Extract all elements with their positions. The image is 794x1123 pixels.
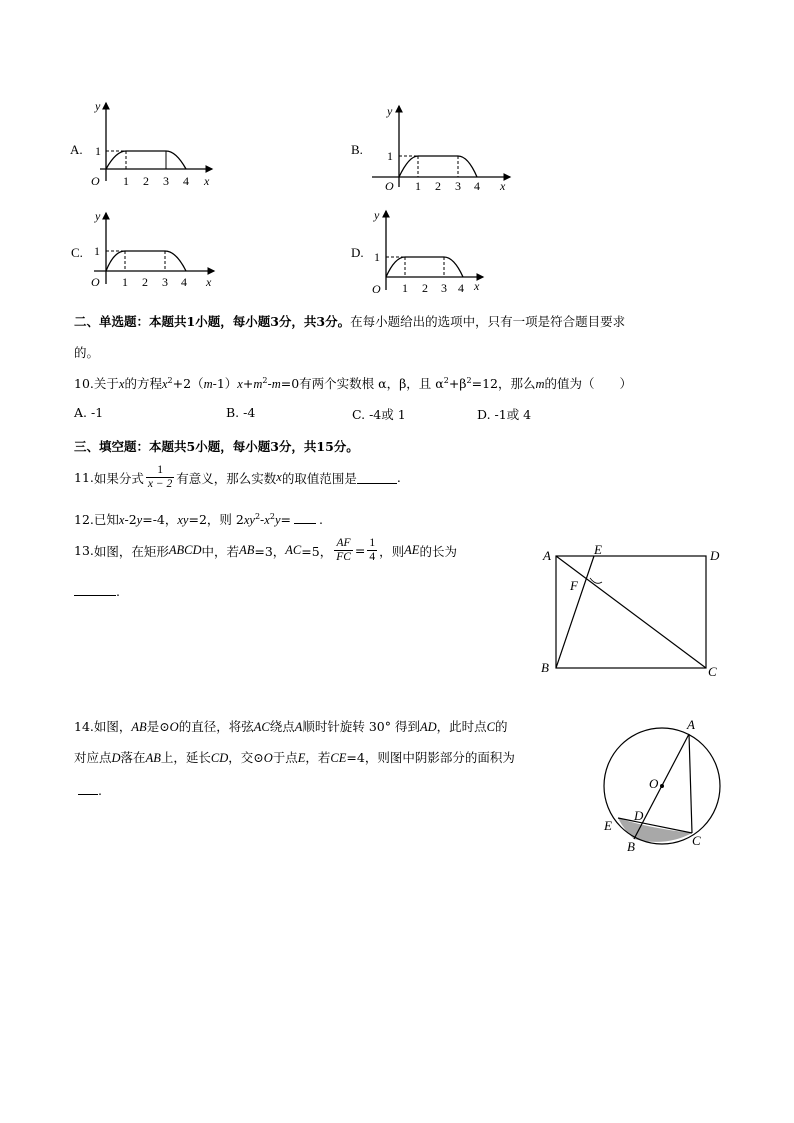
y-tick-1: 1 xyxy=(387,149,393,163)
point-c-label: C xyxy=(692,833,701,848)
q13-text: =3， xyxy=(254,543,286,559)
x-tick-4: 4 xyxy=(181,275,187,289)
q12-var: xy xyxy=(177,513,189,527)
question-12 xyxy=(74,510,323,528)
q14-var: E xyxy=(297,751,306,765)
point-d-label: D xyxy=(634,808,644,823)
q14-var: CD xyxy=(210,751,229,765)
x-tick-3: 3 xyxy=(162,275,168,289)
question-14-line-1 xyxy=(74,717,508,735)
q14-var: AD xyxy=(419,720,437,734)
graph-b xyxy=(372,101,517,193)
x-tick-3: 3 xyxy=(163,174,169,188)
q14-var: AB xyxy=(145,751,161,765)
q11-answer-blank[interactable] xyxy=(357,471,397,484)
q14-text: 上，延长 xyxy=(160,750,211,765)
question-14-line-2 xyxy=(74,748,515,766)
q12-text: =2，则 2 xyxy=(188,512,244,527)
q14-var: AB xyxy=(131,720,147,734)
question-number: 12. xyxy=(74,512,94,527)
q12-var: y xyxy=(274,513,281,527)
y-tick-1: 1 xyxy=(374,250,380,264)
graph-a xyxy=(86,98,216,190)
question-number: 11. xyxy=(74,470,94,485)
q10-option-c[interactable]: C. -4或 1 xyxy=(352,407,406,422)
q14-circle-figure xyxy=(596,712,726,854)
origin-label: O xyxy=(372,282,381,296)
y-tick-1: 1 xyxy=(94,244,100,258)
q14-var: AC xyxy=(253,720,270,734)
point-b-label: B xyxy=(541,660,549,675)
q13-answer-line xyxy=(74,583,120,599)
q10-text: +2（ xyxy=(172,376,204,391)
option-label-b: B. xyxy=(351,142,363,157)
q10-text: + xyxy=(242,376,254,391)
q14-answer-line xyxy=(78,782,102,798)
q10-var: m xyxy=(535,377,545,391)
point-b-label: B xyxy=(627,839,635,854)
q14-text: =4，则图中阴影部分的面积为 xyxy=(346,750,515,765)
q13-text: =5， xyxy=(301,543,333,559)
q14-text: 于点 xyxy=(272,750,298,765)
q13-var: AC xyxy=(285,543,302,557)
y-axis-label: y xyxy=(374,208,380,222)
section-2-heading-rest: 在每小题给出的选项中，只有一项是符合题目要求 xyxy=(350,314,626,329)
q12-answer-blank[interactable] xyxy=(294,511,316,524)
q12-sup: 2 xyxy=(254,511,261,521)
q10-var: m xyxy=(271,377,281,391)
q13-text: 的长为 xyxy=(419,543,457,559)
q10-sup: 2 xyxy=(443,375,449,385)
y-tick-1: 1 xyxy=(95,144,101,158)
q14-text: 是⊙ xyxy=(146,719,170,734)
point-a-label: A xyxy=(687,717,695,732)
q13-text: . xyxy=(116,584,120,599)
q12-text: . xyxy=(318,512,323,527)
y-axis-label: y xyxy=(95,99,101,113)
q14-text: 如图， xyxy=(93,719,132,734)
q10-var: x xyxy=(161,377,168,391)
q10-text: 关于 xyxy=(93,376,119,391)
q12-var: xy xyxy=(243,513,255,527)
x-tick-1: 1 xyxy=(402,281,408,295)
q14-var: O xyxy=(263,751,273,765)
q10-text: 的值为（ ） xyxy=(544,376,633,391)
q13-text: = xyxy=(354,543,366,558)
q14-var: O xyxy=(169,720,179,734)
q13-text: ，则 xyxy=(379,543,405,559)
x-axis-label: x xyxy=(500,179,506,193)
point-f-label: F xyxy=(570,578,578,593)
q14-text: 对应点 xyxy=(74,750,112,765)
point-e-label: E xyxy=(594,542,602,557)
graph-d xyxy=(368,206,488,298)
x-axis-label: x xyxy=(206,275,212,289)
q13-rectangle-figure xyxy=(538,540,728,680)
q10-sup: 2 xyxy=(167,375,173,385)
x-axis-label: x xyxy=(474,279,480,293)
q10-text: -1） xyxy=(212,376,238,391)
q14-text: ，此时点 xyxy=(436,719,487,734)
q10-option-d[interactable]: D. -1或 4 xyxy=(477,407,532,422)
q11-text: 的取值范围是 xyxy=(281,470,357,486)
q10-var: x xyxy=(118,377,125,391)
option-label-c: C. xyxy=(71,245,83,260)
origin-label: O xyxy=(91,174,100,188)
fraction-numerator: 1 xyxy=(157,464,163,476)
segment-be xyxy=(556,556,594,668)
q14-text: 绕点 xyxy=(269,719,295,734)
q12-text: =-4， xyxy=(142,512,178,527)
fraction-numerator: AF xyxy=(336,537,351,549)
q12-text: -2 xyxy=(124,512,137,527)
q14-var: CE xyxy=(330,751,347,765)
point-o-label: O xyxy=(649,776,659,791)
section-2-heading-cont: 的。 xyxy=(74,345,100,360)
point-d-label: D xyxy=(710,548,720,563)
x-tick-4: 4 xyxy=(474,179,480,193)
point-c-label: C xyxy=(708,664,717,679)
q13-fraction-af-fc xyxy=(334,537,353,564)
q12-text: - xyxy=(260,512,265,527)
q12-text: 已知 xyxy=(93,512,119,527)
q10-sup: 2 xyxy=(262,375,268,385)
q14-var: D xyxy=(111,751,121,765)
q14-text: ，若 xyxy=(305,750,331,765)
x-tick-2: 2 xyxy=(142,275,148,289)
q11-text: . xyxy=(396,470,401,485)
q10-text: +β xyxy=(448,376,467,391)
chord-ac xyxy=(689,734,692,833)
x-tick-1: 1 xyxy=(415,179,421,193)
q10-var: m xyxy=(203,377,213,391)
q10-text: =0有两个实数根 α，β，且 α xyxy=(280,376,444,391)
x-tick-1: 1 xyxy=(123,174,129,188)
q13-text: 如图，在矩形 xyxy=(93,543,169,559)
q11-var: x xyxy=(276,470,282,484)
q10-option-b[interactable]: B. -4 xyxy=(226,405,256,420)
q12-text: = xyxy=(280,512,291,527)
question-10 xyxy=(74,374,632,392)
fraction-denominator: x − 2 xyxy=(147,478,173,490)
x-tick-3: 3 xyxy=(455,179,461,193)
q13-answer-blank[interactable] xyxy=(74,583,116,596)
x-axis-label: x xyxy=(204,174,210,188)
fraction-denominator: 4 xyxy=(369,551,376,563)
q13-text: 中，若 xyxy=(201,543,240,559)
q11-text: 有意义，那么实数 xyxy=(176,470,277,486)
x-tick-2: 2 xyxy=(143,174,149,188)
q10-var: m xyxy=(253,377,263,391)
q14-text: 落在 xyxy=(120,750,146,765)
center-dot xyxy=(660,784,664,788)
q10-sup: 2 xyxy=(466,375,472,385)
q10-text: - xyxy=(267,376,272,391)
q11-text: 如果分式 xyxy=(93,470,144,486)
q12-var: y xyxy=(136,513,143,527)
question-number: 10. xyxy=(74,376,94,391)
q13-fraction-value xyxy=(367,537,377,564)
q13-var: AB xyxy=(239,543,255,557)
q10-text: 的方程 xyxy=(124,376,162,391)
q14-text: 的 xyxy=(495,719,508,734)
x-tick-1: 1 xyxy=(122,275,128,289)
x-tick-2: 2 xyxy=(422,281,428,295)
section-2-heading-bold: 二、单选题：本题共1小题，每小题3分，共3分。 xyxy=(74,314,351,329)
q14-var: A xyxy=(294,720,303,734)
q14-text: 顺时针旋转 30° 得到 xyxy=(302,719,420,734)
x-tick-4: 4 xyxy=(458,281,464,295)
question-number: 14. xyxy=(74,719,94,734)
q14-text: ，交⊙ xyxy=(228,750,264,765)
x-tick-2: 2 xyxy=(435,179,441,193)
point-e-label: E xyxy=(604,818,612,833)
diagonal-ac xyxy=(556,556,706,668)
q13-var: AE xyxy=(404,543,420,557)
origin-label: O xyxy=(91,275,100,289)
fraction-numerator: 1 xyxy=(369,537,376,549)
y-axis-label: y xyxy=(387,104,393,118)
question-11 xyxy=(74,464,401,491)
option-label-a: A. xyxy=(70,142,83,157)
q12-var: x xyxy=(118,513,125,527)
graph-c xyxy=(90,208,220,290)
q10-var: x xyxy=(237,377,243,391)
q14-answer-blank[interactable] xyxy=(78,782,98,795)
y-axis-label: y xyxy=(95,209,101,223)
point-a-label: A xyxy=(543,548,551,563)
question-13 xyxy=(74,537,457,564)
q14-text: . xyxy=(98,783,102,798)
question-number: 13. xyxy=(74,543,94,558)
x-tick-4: 4 xyxy=(183,174,189,188)
q10-text: =12，那么 xyxy=(471,376,536,391)
origin-label: O xyxy=(385,179,394,193)
q14-text: 的直径，将弦 xyxy=(178,719,254,734)
x-tick-3: 3 xyxy=(441,281,447,295)
option-label-d: D. xyxy=(351,245,364,260)
q13-var: ABCD xyxy=(168,543,202,557)
q10-option-a[interactable]: A. -1 xyxy=(74,405,104,420)
section-2-heading xyxy=(74,312,625,330)
q12-var: x xyxy=(264,513,270,527)
q11-fraction xyxy=(146,464,174,491)
q14-var: C xyxy=(486,720,495,734)
section-3-heading: 三、填空题：本题共5小题，每小题3分，共15分。 xyxy=(74,439,359,454)
q12-sup: 2 xyxy=(269,511,275,521)
fraction-denominator: FC xyxy=(336,551,351,563)
